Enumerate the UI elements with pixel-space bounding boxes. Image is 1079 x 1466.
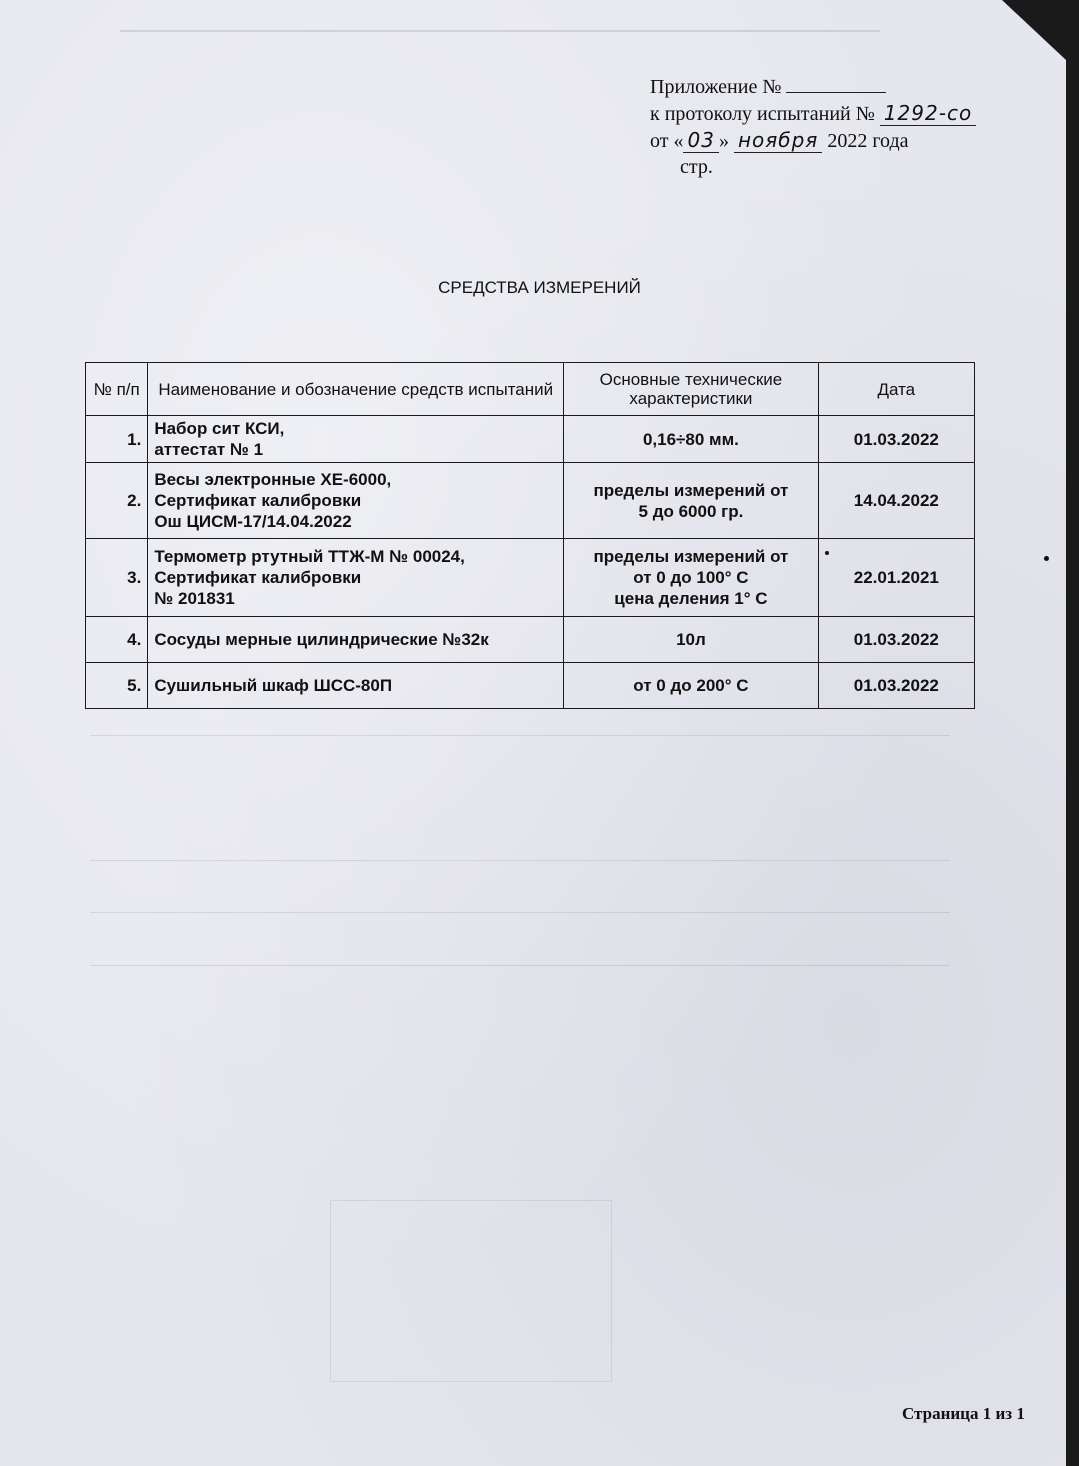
appendix-header xyxy=(650,74,976,180)
date-mid: » xyxy=(718,130,729,152)
spec-line: 5 до 6000 гр. xyxy=(638,501,744,521)
table-row xyxy=(86,539,975,617)
page-footer: Страница 1 из 1 xyxy=(902,1404,1025,1423)
row-number: 4. xyxy=(86,617,148,663)
row-date: 22.01.2021 xyxy=(818,539,974,617)
protocol-number-handwritten: 1292-со xyxy=(880,101,976,126)
date-line xyxy=(650,127,976,154)
row-spec xyxy=(564,539,818,617)
scan-speck xyxy=(1044,556,1049,561)
bleed-through-5 xyxy=(90,965,950,976)
row-name xyxy=(148,539,564,617)
bleed-through-1 xyxy=(120,30,880,42)
name-line: Сертификат калибровки xyxy=(154,491,362,510)
row-spec xyxy=(564,663,818,709)
row-date: 01.03.2022 xyxy=(818,416,974,463)
name-line: Сосуды мерные цилиндрические №32к xyxy=(154,630,489,649)
header-spec: Основные технические характеристики xyxy=(564,363,818,416)
row-spec xyxy=(564,416,818,463)
name-line: Термометр ртутный ТТЖ-М № 00024, xyxy=(154,547,465,566)
page-line xyxy=(650,154,976,180)
bleed-through-6 xyxy=(330,1200,612,1382)
name-line: аттестат № 1 xyxy=(154,440,264,459)
name-line: Набор сит КСИ, xyxy=(154,419,285,438)
document-title: СРЕДСТВА ИЗМЕРЕНИЙ xyxy=(438,278,641,297)
protocol-line xyxy=(650,100,976,127)
spec-line: пределы измерений от xyxy=(593,547,789,566)
row-name xyxy=(148,617,564,663)
bleed-through-4 xyxy=(90,912,950,923)
row-date: 01.03.2022 xyxy=(818,663,974,709)
row-name xyxy=(148,463,564,539)
date-month-handwritten: ноября xyxy=(734,128,822,153)
spec-line: 0,16÷80 мм. xyxy=(642,429,739,449)
name-line: Ош ЦИСМ-17/14.04.2022 xyxy=(154,512,352,531)
scan-speck xyxy=(825,551,829,555)
spec-line: 10л xyxy=(676,630,706,649)
spec-line: пределы измерений от xyxy=(593,480,789,500)
table-row xyxy=(86,663,975,709)
appendix-number-blank xyxy=(786,74,886,93)
bleed-through-2 xyxy=(90,735,950,746)
name-line: Сертификат калибровки xyxy=(154,568,362,587)
table-header-row xyxy=(86,363,975,416)
row-name xyxy=(148,416,564,463)
name-line: № 201831 xyxy=(154,589,235,608)
appendix-line xyxy=(650,74,976,100)
table-row xyxy=(86,463,975,539)
instruments-table xyxy=(85,362,975,709)
spec-line: цена деления 1° С xyxy=(614,589,768,608)
table-row xyxy=(86,416,975,463)
row-spec xyxy=(564,463,818,539)
row-spec xyxy=(564,617,818,663)
name-line: Весы электронные ХЕ-6000, xyxy=(154,470,392,489)
row-number: 5. xyxy=(86,663,148,709)
spec-line: от 0 до 100° С xyxy=(633,568,749,587)
table-row xyxy=(86,617,975,663)
name-line: Сушильный шкаф ШСС-80П xyxy=(154,676,393,695)
appendix-label: Приложение № xyxy=(650,76,782,98)
row-date: 14.04.2022 xyxy=(818,463,974,539)
date-prefix: от « xyxy=(650,130,684,152)
row-number: 3. xyxy=(86,539,148,617)
protocol-label: к протоколу испытаний № xyxy=(650,103,875,125)
header-date: Дата xyxy=(818,363,974,416)
row-date: 01.03.2022 xyxy=(818,617,974,663)
row-number: 1. xyxy=(86,416,148,463)
date-day-handwritten: 03 xyxy=(683,128,718,153)
header-number: № п/п xyxy=(86,363,148,416)
date-suffix: 2022 года xyxy=(827,130,909,152)
row-number: 2. xyxy=(86,463,148,539)
page-label: стр. xyxy=(680,156,713,178)
bleed-through-3 xyxy=(90,860,950,871)
row-name xyxy=(148,663,564,709)
header-name: Наименование и обозначение средств испытаний xyxy=(148,363,564,416)
spec-line: от 0 до 200° С xyxy=(633,676,749,695)
